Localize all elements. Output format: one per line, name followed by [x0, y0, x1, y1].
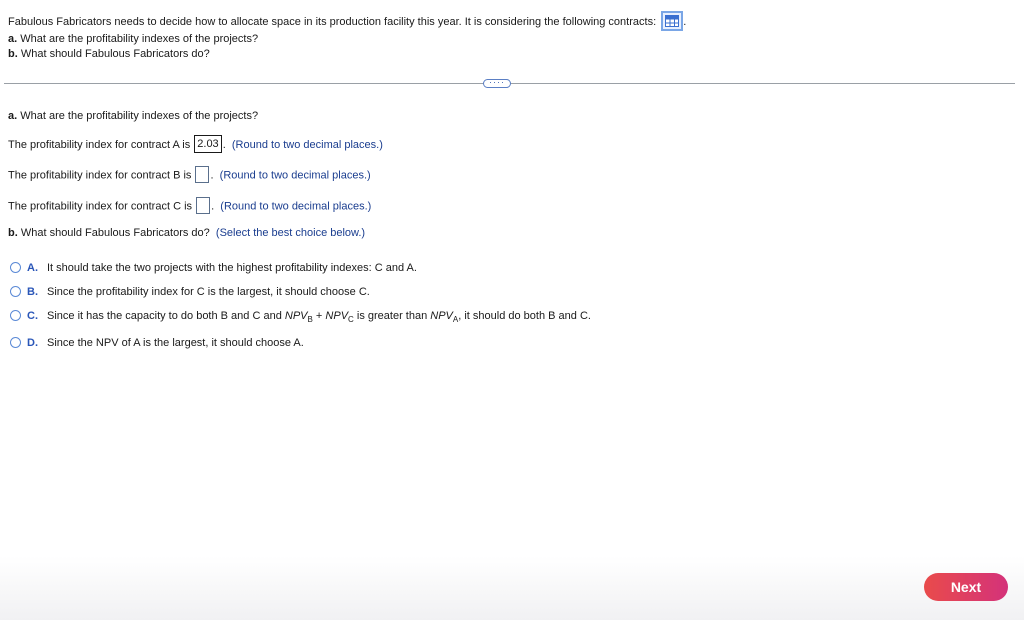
part-a-heading-text: What are the profitability indexes of the projects? [20, 110, 259, 122]
problem-statement: Fabulous Fabricators needs to decide how to allocate space in its production facility this year. It is considering the following contracts: [8, 15, 657, 28]
radio-icon[interactable] [10, 310, 21, 321]
choice-text: Since the profitability index for C is the largest, it should choose C. [47, 286, 370, 298]
choice-d[interactable] [10, 336, 304, 350]
answer-input-b[interactable] [195, 166, 209, 183]
choice-letter: C. [27, 310, 38, 322]
choice-letter: B. [27, 286, 38, 298]
choice-letter: A. [27, 262, 38, 274]
intro-q-b-text: What should Fabulous Fabricators do? [17, 48, 210, 60]
choice-letter: D. [27, 337, 38, 349]
npv-term: NPV [284, 310, 308, 322]
select-hint: (Select the best choice below.) [215, 227, 366, 239]
rounding-hint: (Round to two decimal places.) [220, 200, 372, 213]
choice-text: Since the NPV of A is the largest, it should choose A. [47, 337, 304, 349]
radio-icon[interactable] [10, 262, 21, 273]
part-b-heading: b. What should Fabulous Fabricators do? (Select the best choice below.) [8, 227, 366, 239]
choice-text-pre: Since it has the capacity to do both B and C and [47, 310, 282, 322]
choice-text-post: , it should do both B and C. [458, 310, 591, 322]
choice-b[interactable] [10, 285, 370, 299]
intro-question-a: a. What are the profitability indexes of the projects? [8, 33, 259, 45]
plus-sign: + [315, 310, 323, 322]
table-grid-icon[interactable] [661, 11, 683, 31]
intro-question-b: b. What should Fabulous Fabricators do? [8, 48, 210, 60]
subscript-c: C [348, 315, 354, 324]
npv-term: NPV [430, 310, 453, 322]
choice-text-mid: is greater than [356, 310, 428, 322]
expand-more-button[interactable]: ···· [483, 79, 511, 88]
part-a-heading: a. What are the profitability indexes of the projects? [8, 110, 259, 122]
answer-row-c: The profitability index for contract C is . (Round to two decimal places.) [8, 198, 371, 215]
choice-text: It should take the two projects with the highest profitability indexes: C and A. [47, 262, 417, 274]
choice-c[interactable] [10, 309, 591, 324]
subscript-a: A [452, 315, 459, 324]
part-b-heading-text: What should Fabulous Fabricators do? [20, 227, 210, 239]
answer-row-a: The profitability index for contract A is 2.03 . (Round to two decimal places.) [8, 136, 383, 154]
answer-row-b: The profitability index for contract B is . (Round to two decimal places.) [8, 167, 371, 184]
question-intro: Fabulous Fabricators needs to decide how to allocate space in its production facility this year. It is considering the following contracts: . a. What are the profitability indexes of the projects? b. What should Fabulous Fabricators do? [8, 12, 686, 62]
subscript-b: B [307, 315, 313, 324]
intro-q-a-text: What are the profitability indexes of the projects? [17, 33, 259, 45]
choice-a[interactable] [10, 261, 417, 275]
footer-bar [0, 556, 1024, 620]
answer-input-c[interactable] [196, 197, 210, 214]
radio-icon[interactable] [10, 337, 21, 348]
answer-row-label: The profitability index for contract A is [8, 138, 191, 151]
next-button[interactable]: Next [924, 573, 1008, 601]
answer-row-label: The profitability index for contract B is [8, 169, 192, 182]
answer-row-label: The profitability index for contract C is [8, 200, 193, 213]
radio-icon[interactable] [10, 286, 21, 297]
answer-input-a[interactable]: 2.03 [194, 135, 221, 153]
rounding-hint: (Round to two decimal places.) [231, 138, 383, 151]
npv-term: NPV [325, 310, 349, 322]
rounding-hint: (Round to two decimal places.) [219, 169, 371, 182]
